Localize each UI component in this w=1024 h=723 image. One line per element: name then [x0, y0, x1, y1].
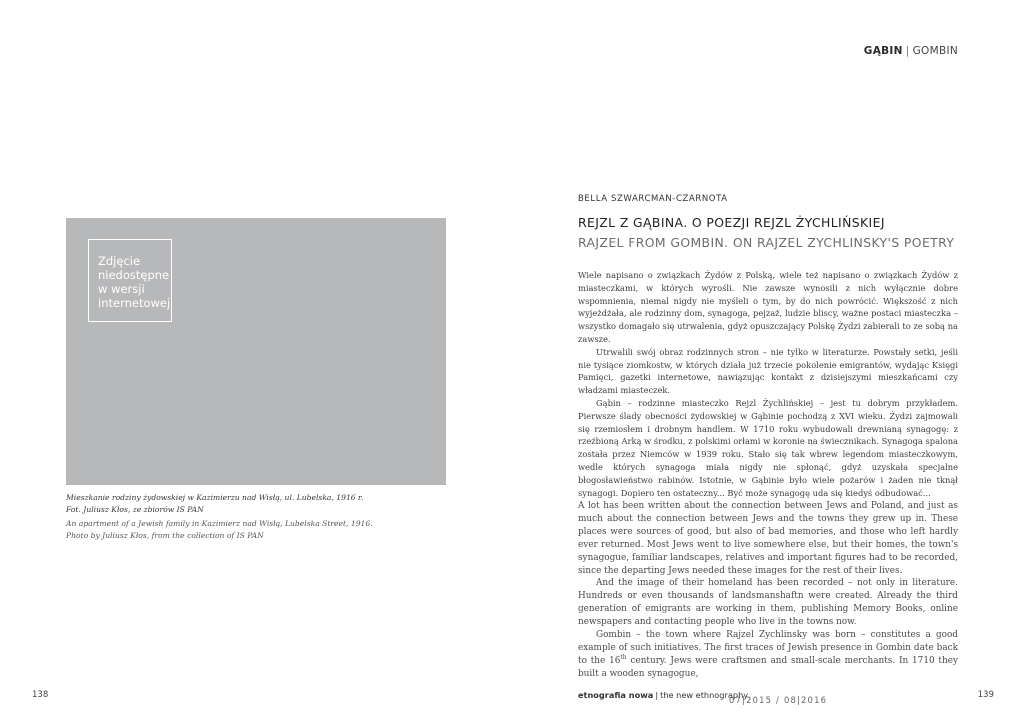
- issue-number: 07|2015 / 08|2016: [729, 695, 828, 705]
- pl-paragraph-1: Wiele napisano o związkach Żydów z Polską, wiele też napisano o związkach Żydów z miasteczkami, w których wyrośli. Nie zawsze wynosili z nich wyłącznie dobre wspomnienia, niemal nigdy nie myśleli o tym, by do nich powrócić. Większość z nich wyjeżdżała, ale rodzinny dom, synagoga, pejzaż, ludzie bliscy, ważne postaci miasteczka – wszystko domagało się utrwalenia, gdyż opuszczający Polskę Żydzi zabierali to ze sobą na zawsze.: [578, 270, 958, 344]
- photo-placeholder: [66, 218, 446, 485]
- en-paragraph-2: And the image of their homeland has been recorded – not only in literature. Hundreds or even thousands of landsmanshaftn were created. Already the third generation of emigrants are working in them, publishing Memory Books, online newspapers and contacting people who live in the towns now.: [578, 578, 958, 628]
- en-paragraph-3: [578, 629, 958, 681]
- page-number-right: 139: [977, 690, 994, 700]
- article-body-polish: [578, 269, 958, 499]
- article-title-polish: REJZL Z GĄBINA. O POEZJI REJZL ŻYCHLIŃSKIEJ: [578, 215, 885, 230]
- running-head-separator: |: [905, 45, 910, 57]
- caption-pl-line1: Mieszkanie rodziny żydowskiej w Kazimierzu nad Wisłą, ul. Lubelska, 1916 r.: [66, 493, 364, 502]
- caption-en-line1: An apartment of a Jewish family in Kazimierz nad Wisłą, Lubelska Street, 1916.: [66, 519, 373, 528]
- en-p3-superscript: th: [620, 653, 627, 661]
- article-author: BELLA SZWARCMAN-CZARNOTA: [578, 194, 728, 204]
- running-head-place-alt: GOMBIN: [912, 45, 958, 57]
- en-p3-text-after: century. Jews were craftsmen and small-scale merchants. In 1710 they built a wooden synagogue,: [578, 655, 958, 679]
- caption-en-line2: Photo by Juliusz Kłos, from the collection of IS PAN: [66, 530, 264, 540]
- journal-separator: |: [655, 690, 659, 700]
- pl-paragraph-2: Utrwalili swój obraz rodzinnych stron – nie tylko w literaturze. Powstały setki, jeśli nie tysiące ziomkostw, w których działa już trzecie pokolenie emigrantów, wydając Księgi Pamięci, gazetki internetowe, nawiązując kontakt z dzisiejszymi mieszkańcami czy władzami miasteczek.: [578, 346, 958, 396]
- running-head-place: GĄBIN: [863, 45, 903, 57]
- caption-polish: [66, 492, 446, 515]
- journal-name: [578, 690, 748, 700]
- pl-paragraph-3: Gąbin – rodzinne miasteczko Rejzl Żychlińskiej – jest tu dobrym przykładem. Pierwsze ślady obecności żydowskiej w Gąbinie pochodzą z XVI wieku. Żydzi zajmowali się rzemiosłem i drobnym handlem. W 1710 roku wybudowali drewnianą synagogę: z rzeźbioną Arką w środku, z polskimi orłami w koronie na świecznikach. Synagoga spalona została przez Niemców w 1939 roku. Stało się tak wbrew legendom miasteczkowym, wedle których synagoga miała nigdy nie spłonąć, gdyż uzyskała specjalne błogosławieństwo rabinów. Istotnie, w Gąbinie było wiele pożarów i żaden nie tknął synagogi. Dopiero ten ostateczny... Być może synagogę uda się kiedyś odbudować...: [578, 397, 958, 498]
- article-title-english: RAJZEL FROM GOMBIN. ON RAJZEL ZYCHLINSKY'S POETRY: [578, 235, 955, 250]
- photo-caption: [66, 492, 446, 541]
- article-body-english: [578, 500, 958, 679]
- running-head: [864, 45, 958, 57]
- caption-pl-line2: Fot. Juliusz Kłos, ze zbiorów IS PAN: [66, 504, 204, 514]
- en-paragraph-1: A lot has been written about the connection between Jews and Poland, and just as much about the connection between Jews and the towns they grew up in. These places were sources of good, but also of bad memories, and those who left hardly ever returned. Most Jews went to live somewhere else, but their homes, the town's synagogue, familiar landscapes, relatives and important figures had to be recorded, since the departing Jews needed these images for the rest of their lives.: [578, 501, 958, 576]
- photo-unavailable-note: Zdjęcie niedostępne w wersji internetowej: [88, 239, 172, 322]
- caption-english: [66, 518, 446, 541]
- journal-name-polish: etnografia nowa: [578, 690, 654, 700]
- en-p3-text-before: Gombin – the town where Rajzel Zychlinsky was born – constitutes a good example of such initiatives. The first traces of Jewish presence in Gombin date back to the 16: [578, 630, 958, 666]
- journal-name-english: the new ethnography: [660, 690, 749, 700]
- page-number-left: 138: [32, 690, 49, 700]
